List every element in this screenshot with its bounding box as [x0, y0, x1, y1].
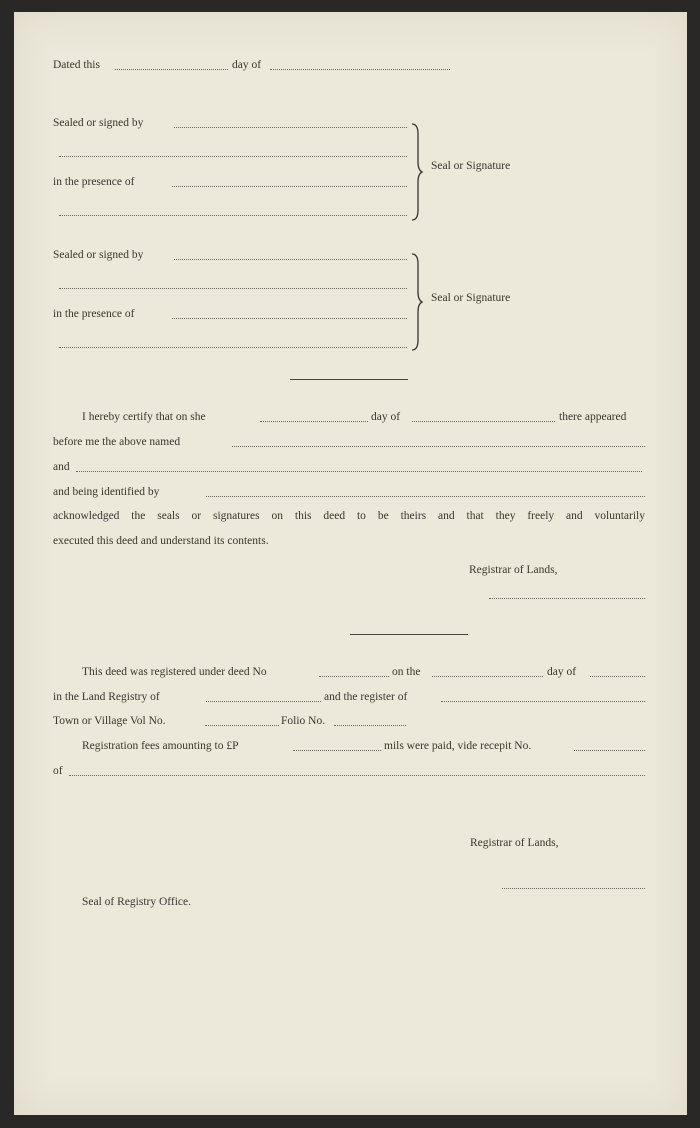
reg-registry-blank[interactable] [206, 701, 321, 702]
cert-and-blank[interactable] [76, 471, 642, 472]
dated-day-blank[interactable] [115, 69, 228, 70]
cert-line3: and [53, 461, 70, 473]
reg-line2-b: and the register of [324, 691, 408, 703]
reg-line4-a: Registration fees amounting to £P [82, 740, 239, 752]
seal-or-signature-2: Seal or Signature [431, 292, 511, 304]
cert-line1-b: day of [371, 411, 401, 423]
sealed-by-blank-1b[interactable] [59, 156, 407, 157]
reg-date-blank[interactable] [432, 676, 543, 677]
reg-line3-b: Folio No. [281, 715, 326, 727]
presence-blank-2b[interactable] [59, 347, 407, 348]
reg-vol-blank[interactable] [205, 725, 279, 726]
sealed-by-blank-2b[interactable] [59, 288, 407, 289]
cert-line6: executed this deed and understand its contents. [53, 535, 269, 547]
reg-registrar-signature-blank[interactable] [502, 888, 645, 889]
presence-label-2: in the presence of [53, 308, 135, 320]
reg-line3-a: Town or Village Vol No. [53, 715, 166, 727]
sealed-by-blank-2[interactable] [174, 259, 407, 260]
presence-label-1: in the presence of [53, 176, 135, 188]
reg-month-blank[interactable] [590, 676, 645, 677]
sealed-by-label-2: Sealed or signed by [53, 249, 144, 261]
cert-line5: acknowledged the seals or signatures on this deed to be theirs and that they freely and voluntarily [53, 510, 645, 522]
reg-folio-blank[interactable] [334, 725, 406, 726]
reg-line5: of [53, 765, 63, 777]
presence-blank-1b[interactable] [59, 215, 407, 216]
brace-2 [410, 252, 424, 352]
reg-deed-no-blank[interactable] [319, 676, 389, 677]
reg-fees-blank[interactable] [293, 750, 381, 751]
cert-line2: before me the above named [53, 436, 181, 448]
cert-line4: and being identified by [53, 486, 160, 498]
presence-blank-2[interactable] [172, 318, 407, 319]
cert-registrar-signature-blank[interactable] [489, 598, 645, 599]
reg-line1-b: on the [392, 666, 421, 678]
dated-this-label: Dated this [53, 59, 100, 71]
reg-line1-a: This deed was registered under deed No [82, 666, 267, 678]
dated-day-of-label: day of [232, 59, 262, 71]
reg-of-blank[interactable] [69, 775, 645, 776]
sealed-by-label-1: Sealed or signed by [53, 117, 144, 129]
sealed-by-blank-1[interactable] [174, 127, 407, 128]
reg-line2-a: in the Land Registry of [53, 691, 160, 703]
cert-line1-c: there appeared [559, 411, 627, 423]
reg-receipt-blank[interactable] [574, 750, 645, 751]
seal-registry-office-label: Seal of Registry Office. [82, 896, 192, 908]
cert-month-blank[interactable] [412, 421, 555, 422]
dated-month-blank[interactable] [270, 69, 450, 70]
divider-2 [350, 634, 468, 635]
brace-1 [410, 122, 424, 222]
cert-line1-a: I hereby certify that on she [82, 411, 206, 423]
reg-line4-b: mils were paid, vide recepit No. [384, 740, 532, 752]
seal-or-signature-1: Seal or Signature [431, 160, 511, 172]
cert-registrar-label: Registrar of Lands, [469, 564, 558, 576]
divider-1 [290, 379, 408, 380]
cert-day-blank[interactable] [260, 421, 368, 422]
deed-form-page [14, 12, 687, 1115]
reg-registrar-label: Registrar of Lands, [470, 837, 559, 849]
reg-register-blank[interactable] [441, 701, 645, 702]
presence-blank-1[interactable] [172, 186, 407, 187]
reg-line1-c: day of [547, 666, 577, 678]
cert-identified-blank[interactable] [206, 496, 645, 497]
cert-named-blank[interactable] [232, 446, 645, 447]
